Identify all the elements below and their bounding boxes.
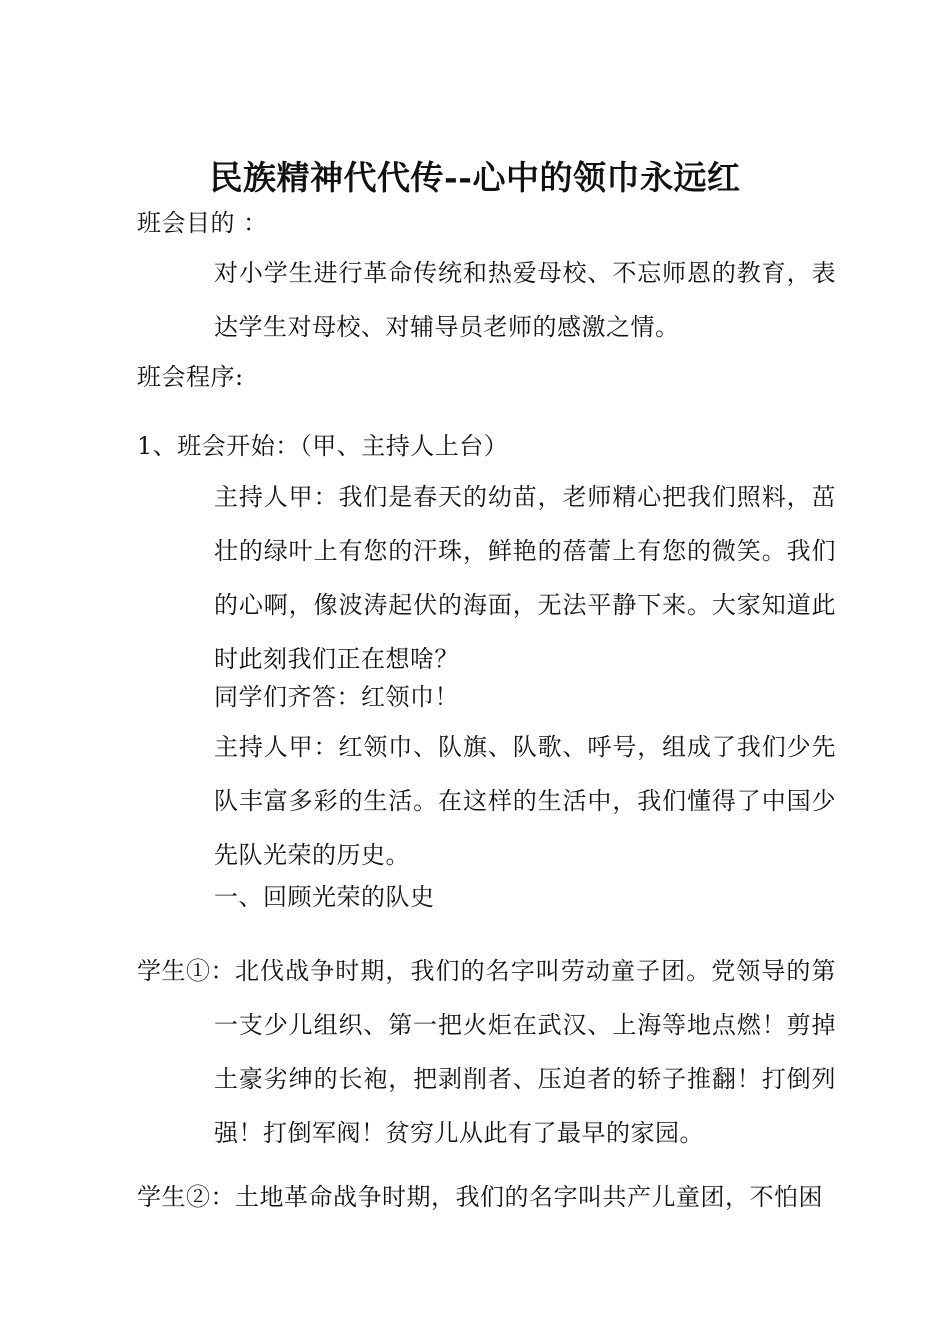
classmates-answer: 同学们齐答：红领巾！ bbox=[214, 683, 459, 711]
student2-label: 学生②： bbox=[137, 1183, 235, 1211]
section-one-heading: 一、回顾光荣的队史 bbox=[214, 883, 435, 911]
host-a-speech-2: 主持人甲：红领巾、队旗、队歌、呼号，组成了我们少先队丰富多彩的生活。在这样的生活中，我们懂得了中国少先队光荣的历史。 bbox=[214, 733, 836, 869]
purpose-heading: 班会目的 ： bbox=[137, 209, 268, 237]
step1-heading: 1、班会开始：（甲、主持人上台） bbox=[137, 432, 509, 460]
procedure-heading: 班会程序: bbox=[137, 363, 244, 391]
student2-text-container bbox=[214, 1170, 836, 1224]
student1-label: 学生①： bbox=[137, 957, 235, 985]
student1-text: 北伐战争时期，我们的名字叫劳动童子团。党领导的第一支少儿组织、第一把火炬在武汉、上海等地点燃！剪掉土豪劣绅的长袍，把剥削者、压迫者的轿子推翻！打倒列强！打倒军阀！贫穷儿从此有了最早的家园。 bbox=[214, 957, 836, 1147]
purpose-text: 对小学生进行革命传统和热爱母校、不忘师恩的教育，表达学生对母校、对辅导员老师的感激之情。 bbox=[214, 259, 836, 341]
document-title: 民族精神代代传--心中的领巾永远红 bbox=[209, 158, 741, 197]
student1-text-line1 bbox=[214, 944, 836, 1160]
student2-text: 土地革命战争时期，我们的名字叫共产儿童团，不怕困 bbox=[235, 1183, 823, 1211]
host-a-speech-1: 主持人甲：我们是春天的幼苗，老师精心把我们照料，茁壮的绿叶上有您的汗珠，鲜艳的蓓蕾上有您的微笑。我们的心啊，像波涛起伏的海面，无法平静下来。大家知道此时此刻我们正在想啥？ bbox=[214, 483, 836, 673]
